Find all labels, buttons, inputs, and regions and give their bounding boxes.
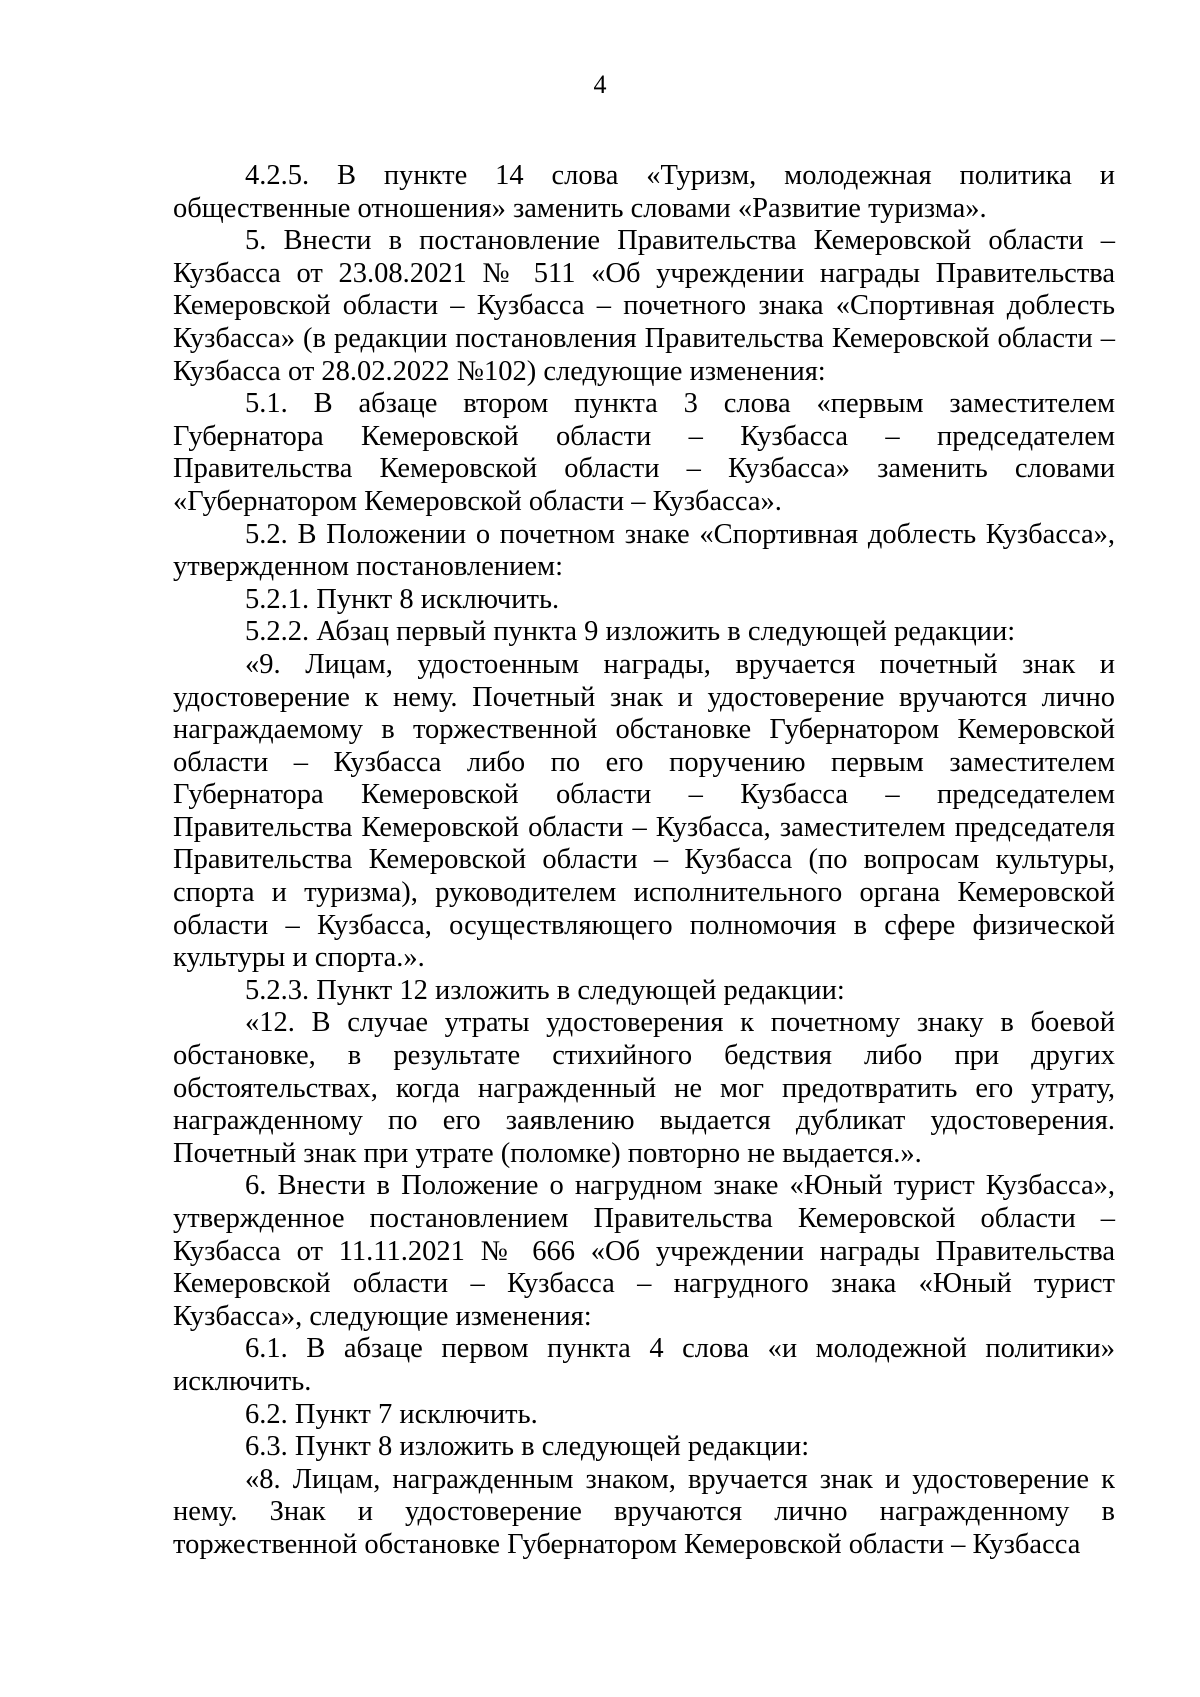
paragraph-6-1: 6.1. В абзаце первом пункта 4 слова «и молодежной политики» исключить. [173,1333,1115,1397]
paragraph-5-2-3: 5.2.3. Пункт 12 изложить в следующей редакции: [245,974,845,1006]
quoted-paragraph-12: «12. В случае утраты удостоверения к почетному знаку в боевой обстановке, в результате стихийного бедствия либо при других обстоятельствах, когда награжденный не мог предотвратить его утрату, награжденному по его заявлению выдается дубликат удостоверения. Почетный знак при утрате (поломке) повторно не выдается.». [173,1007,1115,1169]
paragraph-5-1: 5.1. В абзаце втором пункта 3 слова «первым заместителем Губернатора Кемеровской области – Кузбасса – председателем Правительства Кемеровской области – Кузбасса» заменить словами «Губернатором Кемеровской области – Кузбасса». [173,388,1115,517]
paragraph-6: 6. Внести в Положение о нагрудном знаке «Юный турист Кузбасса», утвержденное постановлением Правительства Кемеровской области – Кузбасса от 11.11.2021 № 666 «Об учреждении награды Правительства Кемеровской области – Кузбасса – нагрудного знака «Юный турист Кузбасса», следующие изменения: [173,1170,1115,1332]
document-body [173,160,1115,1562]
paragraph-5-2-1: 5.2.1. Пункт 8 исключить. [245,583,560,615]
paragraph-4-2-5: 4.2.5. В пункте 14 слова «Туризм, молодежная политика и общественные отношения» заменить словами «Развитие туризма». [173,160,1115,224]
paragraph-5: 5. Внести в постановление Правительства Кемеровской области – Кузбасса от 23.08.2021 № 511 «Об учреждении награды Правительства Кемеровской области – Кузбасса – почетного знака «Спортивная доблесть Кузбасса» (в редакции постановления Правительства Кемеровской области – Кузбасса от 28.02.2022 №102) следующие изменения: [173,225,1115,387]
quoted-paragraph-9: «9. Лицам, удостоенным награды, вручается почетный знак и удостоверение к нему. Почетный знак и удостоверение вручаются лично награждаемому в торжественной обстановке Губернатором Кемеровской области – Кузбасса либо по его поручению первым заместителем Губернатора Кемеровской области – Кузбасса – председателем Правительства Кемеровской области – Кузбасса, заместителем председателя Правительства Кемеровской области – Кузбасса (по вопросам культуры, спорта и туризма), руководителем исполнительного органа Кемеровской области – Кузбасса, осуществляющего полномочия в сфере физической культуры и спорта.». [173,648,1115,974]
paragraph-5-2: 5.2. В Положении о почетном знаке «Спортивная доблесть Кузбасса», утвержденном постановлением: [173,518,1115,583]
page-number: 4 [593,70,607,99]
paragraph-6-3: 6.3. Пункт 8 изложить в следующей редакции: [245,1431,810,1463]
quoted-paragraph-8: «8. Лицам, награжденным знаком, вручается знак и удостоверение к нему. Знак и удостоверение вручаются лично награжденному в торжественной обстановке Губернатором Кемеровской области – Кузбасса [173,1463,1115,1560]
paragraph-5-2-2: 5.2.2. Абзац первый пункта 9 изложить в следующей редакции: [245,616,1016,648]
paragraph-6-2: 6.2. Пункт 7 исключить. [245,1398,538,1430]
